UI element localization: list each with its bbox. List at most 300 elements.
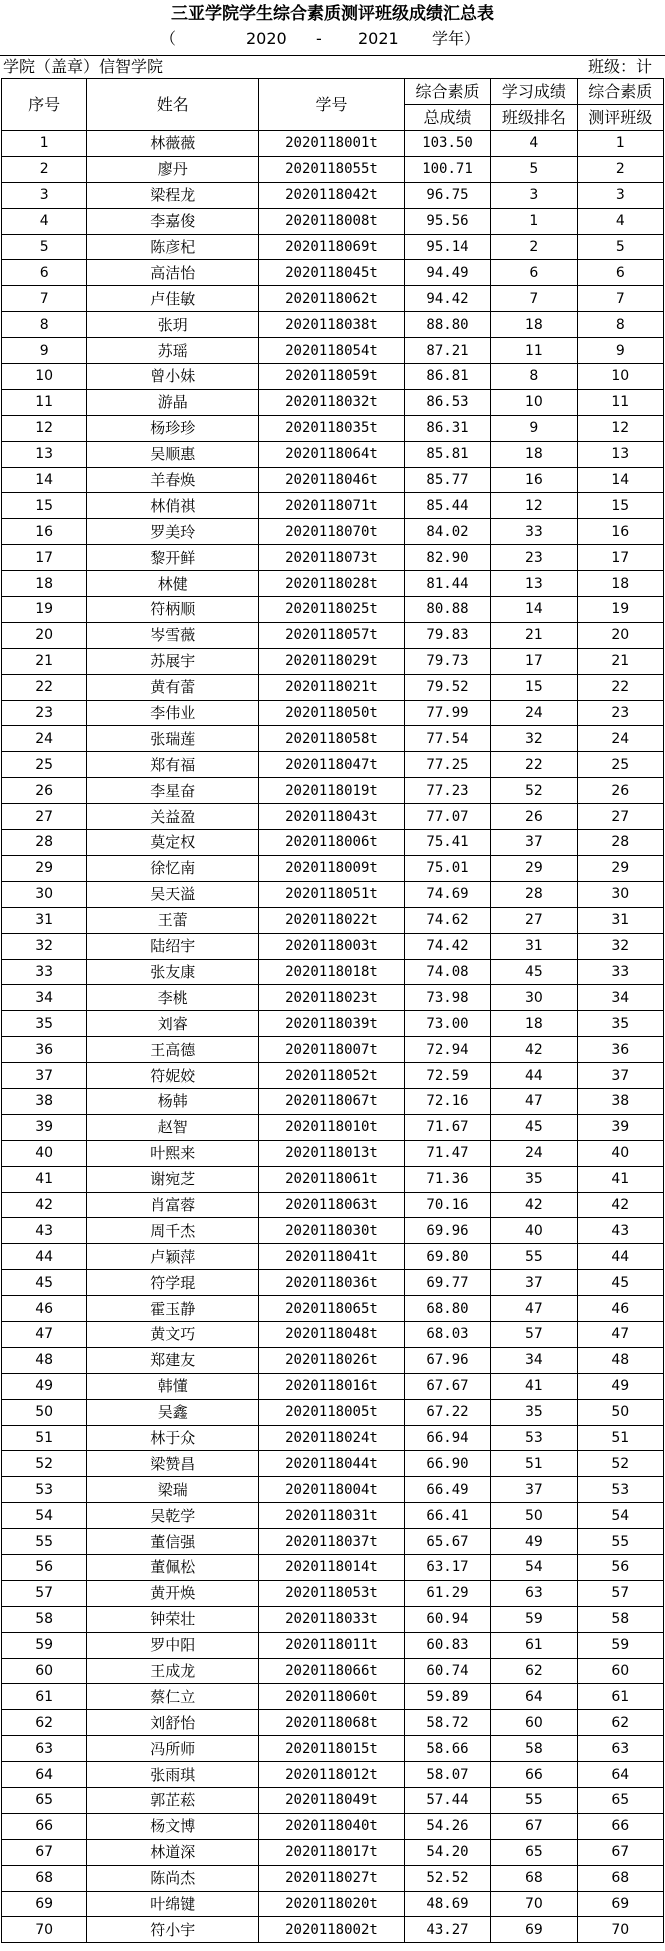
- cell-total-rank: 17: [577, 545, 663, 571]
- cell-student-id: 2020118050t: [259, 700, 405, 726]
- cell-name: 肖富蓉: [87, 1192, 259, 1218]
- cell-total-score: 60.74: [404, 1658, 490, 1684]
- cell-name: 叶绵键: [87, 1891, 259, 1917]
- cell-total-rank: 39: [577, 1114, 663, 1140]
- cell-study-rank: 50: [491, 1503, 577, 1529]
- cell-seq: 65: [2, 1788, 87, 1814]
- table-row: [2, 1270, 664, 1296]
- cell-total-score: 66.94: [404, 1425, 490, 1451]
- cell-study-rank: 57: [491, 1321, 577, 1347]
- cell-total-rank: 20: [577, 622, 663, 648]
- cell-study-rank: 5: [491, 156, 577, 182]
- cell-seq: 3: [2, 182, 87, 208]
- cell-total-score: 54.20: [404, 1839, 490, 1865]
- cell-name: 叶熙来: [87, 1140, 259, 1166]
- cell-name: 梁程龙: [87, 182, 259, 208]
- cell-student-id: 2020118020t: [259, 1891, 405, 1917]
- cell-total-score: 71.67: [404, 1114, 490, 1140]
- cell-total-score: 77.99: [404, 700, 490, 726]
- cell-seq: 1: [2, 131, 87, 157]
- cell-total-rank: 52: [577, 1451, 663, 1477]
- cell-seq: 22: [2, 674, 87, 700]
- cell-total-score: 79.73: [404, 648, 490, 674]
- table-row: [2, 959, 664, 985]
- cell-name: 林道深: [87, 1839, 259, 1865]
- cell-student-id: 2020118052t: [259, 1063, 405, 1089]
- cell-total-rank: 36: [577, 1037, 663, 1063]
- cell-study-rank: 1: [491, 208, 577, 234]
- cell-student-id: 2020118045t: [259, 260, 405, 286]
- cell-student-id: 2020118022t: [259, 907, 405, 933]
- cell-total-score: 52.52: [404, 1865, 490, 1891]
- cell-name: 董佩松: [87, 1554, 259, 1580]
- cell-total-score: 88.80: [404, 312, 490, 338]
- cell-total-score: 68.03: [404, 1321, 490, 1347]
- cell-total-rank: 68: [577, 1865, 663, 1891]
- header-score-line1: 综合素质: [404, 79, 490, 105]
- cell-study-rank: 18: [491, 441, 577, 467]
- cell-total-score: 65.67: [404, 1529, 490, 1555]
- cell-study-rank: 31: [491, 933, 577, 959]
- cell-student-id: 2020118057t: [259, 622, 405, 648]
- table-row: [2, 493, 664, 519]
- cell-total-score: 77.23: [404, 778, 490, 804]
- cell-total-score: 87.21: [404, 338, 490, 364]
- cell-total-rank: 42: [577, 1192, 663, 1218]
- cell-seq: 9: [2, 338, 87, 364]
- cell-name: 郭芷菘: [87, 1788, 259, 1814]
- cell-student-id: 2020118010t: [259, 1114, 405, 1140]
- college-label: 学院（盖章）信智学院: [3, 57, 164, 76]
- cell-name: 廖丹: [87, 156, 259, 182]
- cell-total-rank: 53: [577, 1477, 663, 1503]
- info-line: [0, 55, 665, 78]
- cell-student-id: 2020118071t: [259, 493, 405, 519]
- table-header: [2, 79, 664, 131]
- cell-student-id: 2020118067t: [259, 1088, 405, 1114]
- cell-seq: 2: [2, 156, 87, 182]
- table-row: [2, 1037, 664, 1063]
- cell-total-score: 94.49: [404, 260, 490, 286]
- cell-study-rank: 67: [491, 1813, 577, 1839]
- cell-study-rank: 22: [491, 752, 577, 778]
- cell-student-id: 2020118039t: [259, 1011, 405, 1037]
- cell-name: 苏瑶: [87, 338, 259, 364]
- cell-study-rank: 10: [491, 389, 577, 415]
- cell-total-rank: 43: [577, 1218, 663, 1244]
- cell-study-rank: 58: [491, 1736, 577, 1762]
- cell-seq: 70: [2, 1917, 87, 1943]
- table-row: [2, 985, 664, 1011]
- cell-total-rank: 64: [577, 1762, 663, 1788]
- table-row: [2, 1891, 664, 1917]
- table-row: [2, 156, 664, 182]
- header-study-rank-line2: 班级排名: [491, 105, 577, 131]
- cell-total-rank: 62: [577, 1710, 663, 1736]
- cell-total-rank: 6: [577, 260, 663, 286]
- cell-student-id: 2020118003t: [259, 933, 405, 959]
- cell-total-score: 81.44: [404, 571, 490, 597]
- table-row: [2, 338, 664, 364]
- cell-seq: 47: [2, 1321, 87, 1347]
- cell-student-id: 2020118064t: [259, 441, 405, 467]
- cell-study-rank: 59: [491, 1606, 577, 1632]
- cell-seq: 37: [2, 1063, 87, 1089]
- header-student-id: 学号: [259, 79, 405, 131]
- cell-study-rank: 7: [491, 286, 577, 312]
- table-row: [2, 1477, 664, 1503]
- cell-name: 林于众: [87, 1425, 259, 1451]
- table-row: [2, 389, 664, 415]
- cell-seq: 68: [2, 1865, 87, 1891]
- cell-name: 林薇薇: [87, 131, 259, 157]
- table-row: [2, 1865, 664, 1891]
- table-row: [2, 1813, 664, 1839]
- cell-student-id: 2020118070t: [259, 519, 405, 545]
- cell-total-rank: 14: [577, 467, 663, 493]
- class-label: 班级：计: [588, 57, 653, 76]
- cell-name: 符小宇: [87, 1917, 259, 1943]
- cell-name: 黄有蕾: [87, 674, 259, 700]
- cell-name: 李星奋: [87, 778, 259, 804]
- year-dash: -: [316, 29, 322, 48]
- cell-name: 张玥: [87, 312, 259, 338]
- cell-seq: 58: [2, 1606, 87, 1632]
- cell-total-score: 77.25: [404, 752, 490, 778]
- cell-name: 罗美玲: [87, 519, 259, 545]
- cell-total-rank: 2: [577, 156, 663, 182]
- cell-study-rank: 47: [491, 1296, 577, 1322]
- cell-total-score: 75.41: [404, 830, 490, 856]
- cell-name: 梁赞昌: [87, 1451, 259, 1477]
- cell-total-rank: 69: [577, 1891, 663, 1917]
- cell-student-id: 2020118054t: [259, 338, 405, 364]
- cell-name: 杨文博: [87, 1813, 259, 1839]
- cell-student-id: 2020118073t: [259, 545, 405, 571]
- cell-total-rank: 25: [577, 752, 663, 778]
- cell-student-id: 2020118031t: [259, 1503, 405, 1529]
- cell-study-rank: 37: [491, 1477, 577, 1503]
- cell-student-id: 2020118055t: [259, 156, 405, 182]
- cell-seq: 55: [2, 1529, 87, 1555]
- cell-total-score: 58.66: [404, 1736, 490, 1762]
- cell-total-rank: 37: [577, 1063, 663, 1089]
- cell-name: 林俏祺: [87, 493, 259, 519]
- cell-study-rank: 6: [491, 260, 577, 286]
- cell-seq: 36: [2, 1037, 87, 1063]
- cell-seq: 4: [2, 208, 87, 234]
- cell-student-id: 2020118017t: [259, 1839, 405, 1865]
- cell-total-rank: 10: [577, 364, 663, 390]
- cell-total-score: 80.88: [404, 597, 490, 623]
- cell-student-id: 2020118002t: [259, 1917, 405, 1943]
- table-row: [2, 1399, 664, 1425]
- table-row: [2, 1632, 664, 1658]
- cell-name: 王成龙: [87, 1658, 259, 1684]
- cell-name: 罗中阳: [87, 1632, 259, 1658]
- cell-name: 高洁怡: [87, 260, 259, 286]
- cell-name: 黎开鲜: [87, 545, 259, 571]
- cell-student-id: 2020118023t: [259, 985, 405, 1011]
- cell-total-rank: 26: [577, 778, 663, 804]
- cell-seq: 43: [2, 1218, 87, 1244]
- cell-total-rank: 45: [577, 1270, 663, 1296]
- cell-total-score: 66.49: [404, 1477, 490, 1503]
- score-table: [1, 78, 664, 1943]
- cell-total-score: 82.90: [404, 545, 490, 571]
- cell-total-rank: 30: [577, 881, 663, 907]
- cell-study-rank: 65: [491, 1839, 577, 1865]
- cell-name: 关益盈: [87, 804, 259, 830]
- cell-total-score: 67.22: [404, 1399, 490, 1425]
- table-row: [2, 364, 664, 390]
- table-row: [2, 286, 664, 312]
- cell-total-score: 72.16: [404, 1088, 490, 1114]
- cell-student-id: 2020118007t: [259, 1037, 405, 1063]
- table-row: [2, 1373, 664, 1399]
- cell-student-id: 2020118001t: [259, 131, 405, 157]
- cell-study-rank: 2: [491, 234, 577, 260]
- cell-name: 黄文巧: [87, 1321, 259, 1347]
- cell-name: 赵智: [87, 1114, 259, 1140]
- table-row: [2, 1218, 664, 1244]
- cell-seq: 46: [2, 1296, 87, 1322]
- cell-study-rank: 27: [491, 907, 577, 933]
- cell-name: 梁瑞: [87, 1477, 259, 1503]
- cell-total-rank: 34: [577, 985, 663, 1011]
- cell-study-rank: 42: [491, 1037, 577, 1063]
- cell-study-rank: 18: [491, 312, 577, 338]
- cell-total-rank: 13: [577, 441, 663, 467]
- cell-name: 符学琨: [87, 1270, 259, 1296]
- cell-seq: 17: [2, 545, 87, 571]
- cell-study-rank: 37: [491, 1270, 577, 1296]
- table-row: [2, 545, 664, 571]
- cell-total-score: 79.52: [404, 674, 490, 700]
- cell-total-score: 72.59: [404, 1063, 490, 1089]
- cell-total-score: 71.47: [404, 1140, 490, 1166]
- cell-study-rank: 40: [491, 1218, 577, 1244]
- cell-total-rank: 29: [577, 855, 663, 881]
- cell-seq: 20: [2, 622, 87, 648]
- cell-total-rank: 61: [577, 1684, 663, 1710]
- cell-study-rank: 18: [491, 1011, 577, 1037]
- cell-total-score: 69.77: [404, 1270, 490, 1296]
- cell-study-rank: 34: [491, 1347, 577, 1373]
- cell-total-rank: 21: [577, 648, 663, 674]
- cell-seq: 14: [2, 467, 87, 493]
- cell-student-id: 2020118065t: [259, 1296, 405, 1322]
- cell-student-id: 2020118033t: [259, 1606, 405, 1632]
- cell-seq: 18: [2, 571, 87, 597]
- table-row: [2, 804, 664, 830]
- cell-total-score: 85.44: [404, 493, 490, 519]
- cell-seq: 67: [2, 1839, 87, 1865]
- cell-name: 张雨琪: [87, 1762, 259, 1788]
- cell-total-rank: 5: [577, 234, 663, 260]
- cell-student-id: 2020118008t: [259, 208, 405, 234]
- cell-name: 羊春焕: [87, 467, 259, 493]
- cell-seq: 24: [2, 726, 87, 752]
- table-row: [2, 700, 664, 726]
- cell-study-rank: 28: [491, 881, 577, 907]
- cell-study-rank: 49: [491, 1529, 577, 1555]
- cell-study-rank: 66: [491, 1762, 577, 1788]
- cell-study-rank: 11: [491, 338, 577, 364]
- cell-total-score: 79.83: [404, 622, 490, 648]
- cell-name: 杨珍珍: [87, 415, 259, 441]
- cell-study-rank: 55: [491, 1244, 577, 1270]
- cell-study-rank: 17: [491, 648, 577, 674]
- cell-seq: 51: [2, 1425, 87, 1451]
- cell-student-id: 2020118061t: [259, 1166, 405, 1192]
- cell-seq: 35: [2, 1011, 87, 1037]
- cell-name: 符妮姣: [87, 1063, 259, 1089]
- cell-total-rank: 27: [577, 804, 663, 830]
- cell-student-id: 2020118038t: [259, 312, 405, 338]
- cell-name: 莫定权: [87, 830, 259, 856]
- cell-total-rank: 66: [577, 1813, 663, 1839]
- cell-total-score: 63.17: [404, 1554, 490, 1580]
- cell-total-rank: 59: [577, 1632, 663, 1658]
- cell-total-rank: 7: [577, 286, 663, 312]
- table-body: [2, 131, 664, 1943]
- cell-total-score: 103.50: [404, 131, 490, 157]
- cell-study-rank: 52: [491, 778, 577, 804]
- cell-total-rank: 23: [577, 700, 663, 726]
- cell-study-rank: 55: [491, 1788, 577, 1814]
- cell-total-rank: 16: [577, 519, 663, 545]
- cell-total-rank: 12: [577, 415, 663, 441]
- cell-name: 董信强: [87, 1529, 259, 1555]
- cell-student-id: 2020118021t: [259, 674, 405, 700]
- cell-study-rank: 24: [491, 700, 577, 726]
- cell-study-rank: 63: [491, 1580, 577, 1606]
- table-row: [2, 1788, 664, 1814]
- cell-name: 游晶: [87, 389, 259, 415]
- cell-study-rank: 32: [491, 726, 577, 752]
- table-row: [2, 855, 664, 881]
- table-row: [2, 467, 664, 493]
- cell-total-score: 73.00: [404, 1011, 490, 1037]
- cell-seq: 40: [2, 1140, 87, 1166]
- cell-total-rank: 4: [577, 208, 663, 234]
- table-row: [2, 182, 664, 208]
- cell-student-id: 2020118059t: [259, 364, 405, 390]
- cell-total-score: 95.56: [404, 208, 490, 234]
- cell-total-score: 66.90: [404, 1451, 490, 1477]
- cell-name: 符柄顺: [87, 597, 259, 623]
- header-study-rank-line1: 学习成绩: [491, 79, 577, 105]
- cell-total-score: 67.96: [404, 1347, 490, 1373]
- cell-name: 杨韩: [87, 1088, 259, 1114]
- cell-study-rank: 51: [491, 1451, 577, 1477]
- cell-total-rank: 60: [577, 1658, 663, 1684]
- cell-seq: 52: [2, 1451, 87, 1477]
- cell-seq: 53: [2, 1477, 87, 1503]
- table-row: [2, 1503, 664, 1529]
- cell-total-score: 74.62: [404, 907, 490, 933]
- cell-total-score: 84.02: [404, 519, 490, 545]
- cell-total-score: 85.77: [404, 467, 490, 493]
- cell-total-score: 77.07: [404, 804, 490, 830]
- table-row: [2, 1063, 664, 1089]
- cell-study-rank: 60: [491, 1710, 577, 1736]
- cell-seq: 29: [2, 855, 87, 881]
- cell-total-rank: 31: [577, 907, 663, 933]
- cell-study-rank: 12: [491, 493, 577, 519]
- cell-student-id: 2020118041t: [259, 1244, 405, 1270]
- table-row: [2, 1140, 664, 1166]
- cell-study-rank: 53: [491, 1425, 577, 1451]
- cell-seq: 61: [2, 1684, 87, 1710]
- cell-name: 王蕾: [87, 907, 259, 933]
- table-row: [2, 752, 664, 778]
- cell-name: 林健: [87, 571, 259, 597]
- cell-name: 陆绍宇: [87, 933, 259, 959]
- cell-seq: 23: [2, 700, 87, 726]
- cell-name: 苏展宇: [87, 648, 259, 674]
- cell-seq: 66: [2, 1813, 87, 1839]
- cell-seq: 27: [2, 804, 87, 830]
- cell-total-score: 74.08: [404, 959, 490, 985]
- cell-seq: 12: [2, 415, 87, 441]
- cell-student-id: 2020118058t: [259, 726, 405, 752]
- cell-study-rank: 68: [491, 1865, 577, 1891]
- cell-study-rank: 29: [491, 855, 577, 881]
- cell-seq: 34: [2, 985, 87, 1011]
- cell-total-rank: 1: [577, 131, 663, 157]
- cell-seq: 59: [2, 1632, 87, 1658]
- cell-seq: 25: [2, 752, 87, 778]
- cell-student-id: 2020118032t: [259, 389, 405, 415]
- cell-seq: 41: [2, 1166, 87, 1192]
- cell-name: 钟荣壮: [87, 1606, 259, 1632]
- cell-name: 郑有福: [87, 752, 259, 778]
- cell-total-rank: 3: [577, 182, 663, 208]
- cell-total-rank: 55: [577, 1529, 663, 1555]
- cell-seq: 11: [2, 389, 87, 415]
- table-row: [2, 622, 664, 648]
- table-row: [2, 1321, 664, 1347]
- cell-total-score: 74.69: [404, 881, 490, 907]
- cell-total-score: 66.41: [404, 1503, 490, 1529]
- cell-seq: 16: [2, 519, 87, 545]
- table-row: [2, 1710, 664, 1736]
- cell-seq: 69: [2, 1891, 87, 1917]
- cell-study-rank: 35: [491, 1166, 577, 1192]
- cell-study-rank: 23: [491, 545, 577, 571]
- table-row: [2, 312, 664, 338]
- year-start: 2020: [246, 29, 287, 48]
- table-row: [2, 881, 664, 907]
- cell-total-score: 60.83: [404, 1632, 490, 1658]
- cell-total-score: 86.81: [404, 364, 490, 390]
- cell-total-score: 73.98: [404, 985, 490, 1011]
- cell-total-rank: 47: [577, 1321, 663, 1347]
- table-row: [2, 597, 664, 623]
- cell-study-rank: 45: [491, 1114, 577, 1140]
- cell-name: 李嘉俊: [87, 208, 259, 234]
- cell-name: 陈尚杰: [87, 1865, 259, 1891]
- header-seq: 序号: [2, 79, 87, 131]
- table-row: [2, 1296, 664, 1322]
- cell-total-rank: 63: [577, 1736, 663, 1762]
- cell-student-id: 2020118006t: [259, 830, 405, 856]
- cell-total-score: 95.14: [404, 234, 490, 260]
- cell-total-score: 69.96: [404, 1218, 490, 1244]
- table-row: [2, 1554, 664, 1580]
